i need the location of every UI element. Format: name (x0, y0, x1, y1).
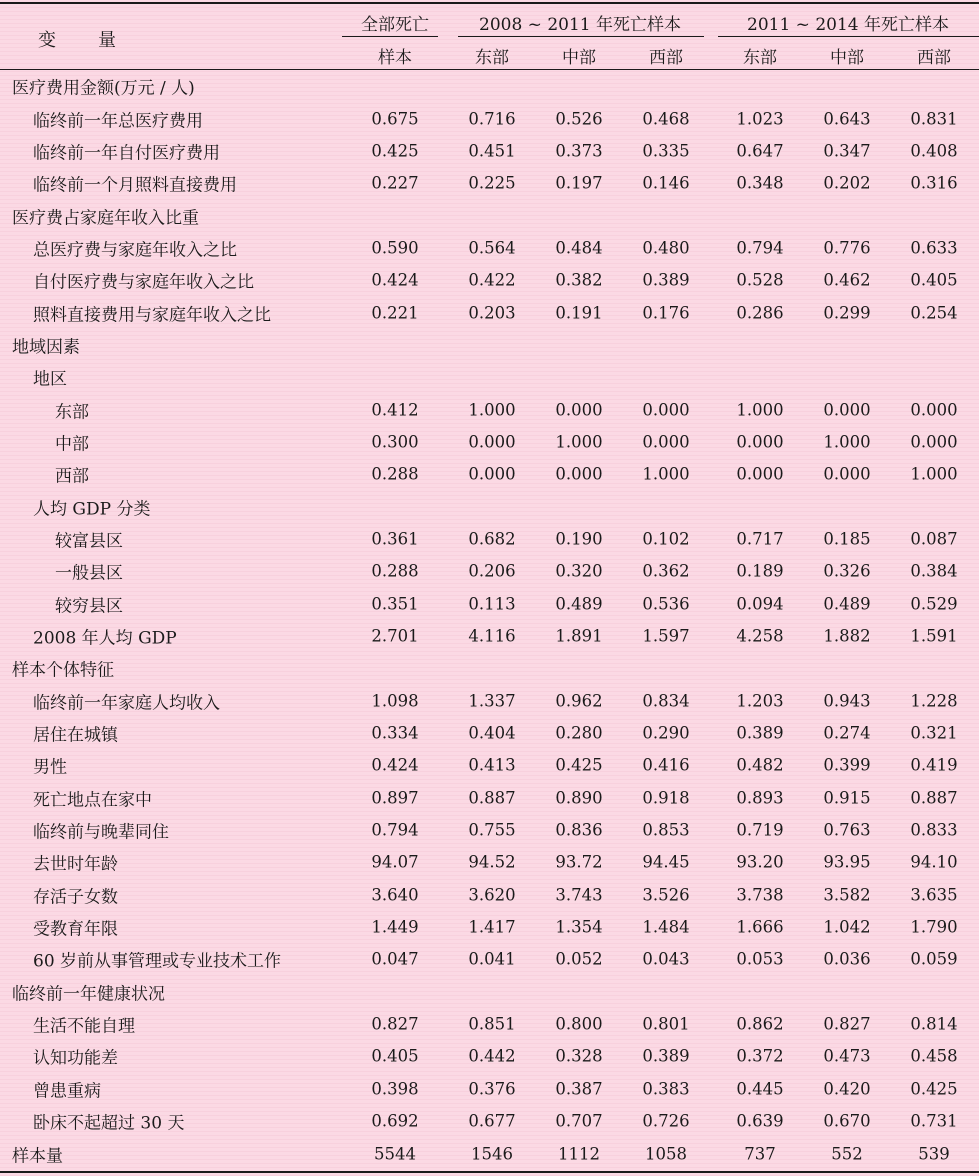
cell-west-2011: 0.731 (910, 1111, 958, 1131)
cell-central-2008: 0.320 (555, 561, 603, 581)
cell-west-2008: 0.389 (642, 270, 690, 290)
cell-sample: 0.300 (371, 432, 419, 452)
table-row (0, 814, 979, 846)
table-row (0, 426, 979, 458)
cell-central-2011: 0.000 (823, 464, 871, 484)
cell-central-2008: 1112 (558, 1144, 600, 1164)
table-row (0, 1105, 979, 1137)
cell-central-2008: 0.484 (555, 238, 603, 258)
table-row (0, 846, 979, 878)
table-row (0, 458, 979, 490)
cell-sample: 0.424 (371, 270, 419, 290)
table-row (0, 911, 979, 943)
cell-west-2011: 0.384 (910, 561, 958, 581)
row-section-label: 医疗费用金额(万元 / 人) (12, 78, 195, 99)
cell-sample: 0.288 (371, 561, 419, 581)
row-label: 认知功能差 (33, 1048, 118, 1069)
cell-east-2011: 1.023 (736, 109, 784, 129)
header-variable: 变 量 (38, 30, 128, 51)
cell-central-2011: 1.882 (823, 626, 871, 646)
cell-sample: 0.425 (371, 141, 419, 161)
cell-west-2011: 0.405 (910, 270, 958, 290)
cell-sample: 0.405 (371, 1046, 419, 1066)
cell-central-2011: 0.473 (823, 1046, 871, 1066)
cell-west-2008: 0.000 (642, 432, 690, 452)
row-label: 地区 (33, 369, 67, 390)
cell-east-2011: 0.348 (736, 173, 784, 193)
cell-east-2011: 93.20 (736, 852, 784, 872)
row-label: 死亡地点在家中 (33, 790, 152, 811)
table-row (0, 782, 979, 814)
row-label: 卧床不起超过 30 天 (33, 1113, 185, 1134)
cell-west-2011: 0.000 (910, 400, 958, 420)
cell-sample: 0.590 (371, 238, 419, 258)
cell-sample: 0.794 (371, 820, 419, 840)
cell-west-2008: 0.335 (642, 141, 690, 161)
table-row (0, 555, 979, 587)
row-label: 生活不能自理 (33, 1016, 135, 1037)
row-label: 男性 (33, 757, 67, 778)
row-section-label: 临终前一年健康状况 (12, 984, 165, 1005)
cell-sample: 0.398 (371, 1079, 419, 1099)
cell-sample: 0.412 (371, 400, 419, 420)
cell-east-2011: 0.389 (736, 723, 784, 743)
cell-east-2011: 1.666 (736, 917, 784, 937)
cell-west-2011: 0.087 (910, 529, 958, 549)
cell-sample: 0.351 (371, 594, 419, 614)
cell-sample: 5544 (374, 1144, 416, 1164)
cell-east-2011: 0.445 (736, 1079, 784, 1099)
cell-west-2008: 3.526 (642, 885, 690, 905)
cell-west-2008: 1058 (645, 1144, 687, 1164)
cell-west-2011: 0.254 (910, 303, 958, 323)
cell-east-2008: 0.376 (468, 1079, 516, 1099)
cell-west-2008: 0.290 (642, 723, 690, 743)
cell-east-2008: 3.620 (468, 885, 516, 905)
cell-west-2008: 0.362 (642, 561, 690, 581)
cell-west-2011: 1.591 (910, 626, 958, 646)
row-label: 临终前一年自付医疗费用 (33, 143, 220, 164)
cell-east-2011: 0.893 (736, 788, 784, 808)
cell-central-2011: 1.042 (823, 917, 871, 937)
cell-east-2011: 3.738 (736, 885, 784, 905)
cell-central-2008: 0.280 (555, 723, 603, 743)
table-row (0, 135, 979, 167)
cell-sample: 0.692 (371, 1111, 419, 1131)
cell-east-2011: 4.258 (736, 626, 784, 646)
cell-west-2011: 0.833 (910, 820, 958, 840)
cell-central-2011: 0.420 (823, 1079, 871, 1099)
cell-west-2008: 0.176 (642, 303, 690, 323)
row-label: 东部 (55, 402, 89, 423)
row-label: 临终前一个月照料直接费用 (33, 175, 237, 196)
table-row (0, 1137, 979, 1169)
cell-west-2011: 0.529 (910, 594, 958, 614)
cell-central-2011: 0.202 (823, 173, 871, 193)
cell-east-2008: 1546 (471, 1144, 513, 1164)
row-label: 60 岁前从事管理或专业技术工作 (33, 951, 282, 972)
table-row (0, 232, 979, 264)
cell-west-2011: 0.425 (910, 1079, 958, 1099)
cell-west-2011: 1.000 (910, 464, 958, 484)
cell-west-2011: 0.633 (910, 238, 958, 258)
cell-east-2011: 1.203 (736, 691, 784, 711)
table-row (0, 976, 979, 1008)
cell-west-2008: 1.000 (642, 464, 690, 484)
cell-east-2008: 1.417 (468, 917, 516, 937)
cell-sample: 0.424 (371, 755, 419, 775)
cell-west-2011: 0.059 (910, 949, 958, 969)
row-label: 自付医疗费与家庭年收入之比 (33, 272, 254, 293)
cell-central-2008: 0.000 (555, 464, 603, 484)
cell-central-2011: 0.670 (823, 1111, 871, 1131)
cell-west-2008: 0.000 (642, 400, 690, 420)
cell-central-2008: 0.489 (555, 594, 603, 614)
cell-west-2011: 0.887 (910, 788, 958, 808)
table-row (0, 943, 979, 975)
cell-east-2008: 0.422 (468, 270, 516, 290)
cell-central-2008: 0.836 (555, 820, 603, 840)
cell-east-2008: 1.000 (468, 400, 516, 420)
cell-central-2008: 1.354 (555, 917, 603, 937)
cell-east-2011: 0.862 (736, 1014, 784, 1034)
cell-east-2008: 1.337 (468, 691, 516, 711)
cell-west-2008: 0.102 (642, 529, 690, 549)
table-row (0, 1073, 979, 1105)
cell-east-2008: 0.442 (468, 1046, 516, 1066)
cell-east-2008: 0.000 (468, 464, 516, 484)
cell-central-2008: 0.526 (555, 109, 603, 129)
cell-west-2011: 539 (918, 1144, 950, 1164)
table-row (0, 70, 979, 102)
subheader-east-2011: 东部 (743, 48, 777, 68)
header-group-2011-2014: 2011 ~ 2014 年死亡样本 (747, 15, 949, 35)
table-row (0, 361, 979, 393)
cell-central-2008: 0.197 (555, 173, 603, 193)
cell-central-2011: 552 (831, 1144, 863, 1164)
row-label: 中部 (55, 434, 89, 455)
cell-central-2011: 0.299 (823, 303, 871, 323)
cell-east-2011: 0.719 (736, 820, 784, 840)
cell-west-2011: 0.831 (910, 109, 958, 129)
cell-west-2008: 0.389 (642, 1046, 690, 1066)
row-section-label: 医疗费占家庭年收入比重 (12, 208, 199, 229)
cell-west-2011: 1.790 (910, 917, 958, 937)
cell-central-2011: 0.943 (823, 691, 871, 711)
cell-east-2008: 0.225 (468, 173, 516, 193)
cell-east-2008: 94.52 (468, 852, 516, 872)
row-label: 总医疗费与家庭年收入之比 (33, 240, 237, 261)
cell-sample: 0.227 (371, 173, 419, 193)
table-body (0, 70, 979, 1170)
cell-east-2008: 0.404 (468, 723, 516, 743)
cell-central-2008: 1.891 (555, 626, 603, 646)
cell-sample: 1.449 (371, 917, 419, 937)
subheader-rule-2011 (718, 36, 979, 37)
subheader-central-2008: 中部 (562, 48, 596, 68)
cell-east-2008: 0.000 (468, 432, 516, 452)
cell-west-2011: 0.814 (910, 1014, 958, 1034)
cell-east-2011: 0.053 (736, 949, 784, 969)
table-row (0, 652, 979, 684)
cell-east-2008: 0.113 (468, 594, 516, 614)
row-label: 较穷县区 (55, 596, 123, 617)
cell-central-2008: 93.72 (555, 852, 603, 872)
cell-east-2008: 0.716 (468, 109, 516, 129)
cell-sample: 3.640 (371, 885, 419, 905)
cell-west-2011: 0.321 (910, 723, 958, 743)
cell-east-2008: 4.116 (468, 626, 516, 646)
row-label: 照料直接费用与家庭年收入之比 (33, 305, 271, 326)
cell-east-2008: 0.755 (468, 820, 516, 840)
table-row (0, 523, 979, 555)
subheader-west-2008: 西部 (649, 48, 683, 68)
cell-central-2008: 0.800 (555, 1014, 603, 1034)
cell-east-2008: 0.851 (468, 1014, 516, 1034)
cell-central-2011: 0.763 (823, 820, 871, 840)
cell-central-2011: 0.036 (823, 949, 871, 969)
cell-central-2008: 0.425 (555, 755, 603, 775)
cell-central-2011: 0.000 (823, 400, 871, 420)
cell-west-2011: 0.408 (910, 141, 958, 161)
cell-east-2011: 0.717 (736, 529, 784, 549)
cell-east-2008: 0.564 (468, 238, 516, 258)
row-label: 较富县区 (55, 531, 123, 552)
cell-sample: 0.047 (371, 949, 419, 969)
cell-west-2008: 1.484 (642, 917, 690, 937)
table-row (0, 717, 979, 749)
table-row (0, 102, 979, 134)
row-label: 人均 GDP 分类 (33, 499, 151, 520)
cell-west-2008: 0.853 (642, 820, 690, 840)
row-label: 居住在城镇 (33, 725, 118, 746)
table-row (0, 393, 979, 425)
cell-west-2008: 0.146 (642, 173, 690, 193)
cell-east-2011: 0.372 (736, 1046, 784, 1066)
cell-central-2011: 1.000 (823, 432, 871, 452)
row-label: 存活子女数 (33, 887, 118, 908)
row-label: 临终前一年总医疗费用 (33, 111, 203, 132)
cell-west-2008: 0.468 (642, 109, 690, 129)
table-row (0, 620, 979, 652)
table-row (0, 264, 979, 296)
table-row (0, 167, 979, 199)
cell-central-2008: 0.382 (555, 270, 603, 290)
cell-west-2008: 0.726 (642, 1111, 690, 1131)
cell-sample: 0.361 (371, 529, 419, 549)
cell-east-2008: 0.451 (468, 141, 516, 161)
cell-central-2008: 0.707 (555, 1111, 603, 1131)
cell-central-2008: 0.387 (555, 1079, 603, 1099)
row-label: 临终前与晚辈同住 (33, 822, 169, 843)
row-label: 曾患重病 (33, 1081, 101, 1102)
row-label: 受教育年限 (33, 919, 118, 940)
cell-east-2011: 0.189 (736, 561, 784, 581)
cell-west-2011: 0.458 (910, 1046, 958, 1066)
cell-central-2011: 0.399 (823, 755, 871, 775)
cell-west-2011: 0.419 (910, 755, 958, 775)
cell-west-2008: 0.801 (642, 1014, 690, 1034)
cell-west-2008: 0.834 (642, 691, 690, 711)
cell-central-2008: 0.052 (555, 949, 603, 969)
cell-central-2008: 0.890 (555, 788, 603, 808)
cell-central-2011: 0.776 (823, 238, 871, 258)
cell-east-2011: 0.794 (736, 238, 784, 258)
cell-east-2011: 0.000 (736, 464, 784, 484)
row-section-label: 样本个体特征 (12, 660, 114, 681)
cell-central-2008: 3.743 (555, 885, 603, 905)
cell-central-2008: 0.328 (555, 1046, 603, 1066)
cell-west-2011: 0.000 (910, 432, 958, 452)
cell-east-2008: 0.206 (468, 561, 516, 581)
row-label: 去世时年龄 (33, 854, 118, 875)
header-group-all: 全部死亡 (361, 15, 429, 35)
cell-east-2008: 0.413 (468, 755, 516, 775)
cell-central-2011: 93.95 (823, 852, 871, 872)
cell-central-2008: 0.962 (555, 691, 603, 711)
cell-east-2011: 1.000 (736, 400, 784, 420)
cell-central-2008: 0.191 (555, 303, 603, 323)
cell-central-2008: 0.373 (555, 141, 603, 161)
table-row (0, 685, 979, 717)
cell-east-2011: 0.000 (736, 432, 784, 452)
cell-west-2008: 1.597 (642, 626, 690, 646)
subheader-west-2011: 西部 (917, 48, 951, 68)
table-row (0, 1040, 979, 1072)
row-label: 一般县区 (55, 563, 123, 584)
cell-west-2008: 94.45 (642, 852, 690, 872)
cell-east-2008: 0.677 (468, 1111, 516, 1131)
cell-west-2008: 0.480 (642, 238, 690, 258)
header-group-2008-2011: 2008 ~ 2011 年死亡样本 (479, 15, 681, 35)
cell-central-2011: 0.643 (823, 109, 871, 129)
cell-west-2008: 0.383 (642, 1079, 690, 1099)
bottom-rule (0, 1171, 979, 1173)
cell-sample: 0.288 (371, 464, 419, 484)
subheader-rule-all (342, 36, 438, 37)
cell-sample: 0.897 (371, 788, 419, 808)
cell-central-2008: 0.000 (555, 400, 603, 420)
cell-sample: 94.07 (371, 852, 419, 872)
subheader-sample: 样本 (378, 48, 412, 68)
cell-sample: 0.675 (371, 109, 419, 129)
cell-west-2008: 0.536 (642, 594, 690, 614)
cell-central-2011: 0.915 (823, 788, 871, 808)
cell-central-2008: 0.190 (555, 529, 603, 549)
cell-central-2011: 0.462 (823, 270, 871, 290)
cell-central-2011: 0.827 (823, 1014, 871, 1034)
table-row (0, 296, 979, 328)
cell-east-2008: 0.682 (468, 529, 516, 549)
table-row (0, 490, 979, 522)
cell-central-2011: 0.274 (823, 723, 871, 743)
cell-east-2011: 0.528 (736, 270, 784, 290)
cell-sample: 0.221 (371, 303, 419, 323)
cell-central-2011: 0.326 (823, 561, 871, 581)
table-row (0, 588, 979, 620)
cell-sample: 0.334 (371, 723, 419, 743)
cell-west-2011: 94.10 (910, 852, 958, 872)
subheader-rule-2008 (458, 36, 704, 37)
cell-central-2011: 0.347 (823, 141, 871, 161)
table-row (0, 329, 979, 361)
cell-east-2011: 0.094 (736, 594, 784, 614)
cell-east-2011: 737 (744, 1144, 776, 1164)
subheader-central-2011: 中部 (830, 48, 864, 68)
cell-sample: 2.701 (371, 626, 419, 646)
cell-west-2011: 1.228 (910, 691, 958, 711)
subheader-east-2008: 东部 (475, 48, 509, 68)
cell-east-2011: 0.639 (736, 1111, 784, 1131)
cell-east-2011: 0.482 (736, 755, 784, 775)
row-label: 西部 (55, 466, 89, 487)
cell-west-2008: 0.918 (642, 788, 690, 808)
cell-west-2011: 3.635 (910, 885, 958, 905)
table-row (0, 749, 979, 781)
cell-east-2008: 0.203 (468, 303, 516, 323)
table-row (0, 1008, 979, 1040)
table-row (0, 199, 979, 231)
cell-sample: 0.827 (371, 1014, 419, 1034)
cell-east-2008: 0.041 (468, 949, 516, 969)
cell-east-2011: 0.286 (736, 303, 784, 323)
cell-central-2011: 0.185 (823, 529, 871, 549)
row-section-label: 样本量 (12, 1146, 63, 1167)
cell-west-2011: 0.316 (910, 173, 958, 193)
cell-east-2008: 0.887 (468, 788, 516, 808)
row-section-label: 地域因素 (12, 337, 80, 358)
row-label: 临终前一年家庭人均收入 (33, 693, 220, 714)
row-label: 2008 年人均 GDP (33, 628, 177, 649)
cell-central-2011: 3.582 (823, 885, 871, 905)
cell-sample: 1.098 (371, 691, 419, 711)
cell-central-2008: 1.000 (555, 432, 603, 452)
cell-central-2011: 0.489 (823, 594, 871, 614)
cell-east-2011: 0.647 (736, 141, 784, 161)
cell-west-2008: 0.416 (642, 755, 690, 775)
table-row (0, 879, 979, 911)
top-rule (0, 2, 979, 4)
cell-west-2008: 0.043 (642, 949, 690, 969)
